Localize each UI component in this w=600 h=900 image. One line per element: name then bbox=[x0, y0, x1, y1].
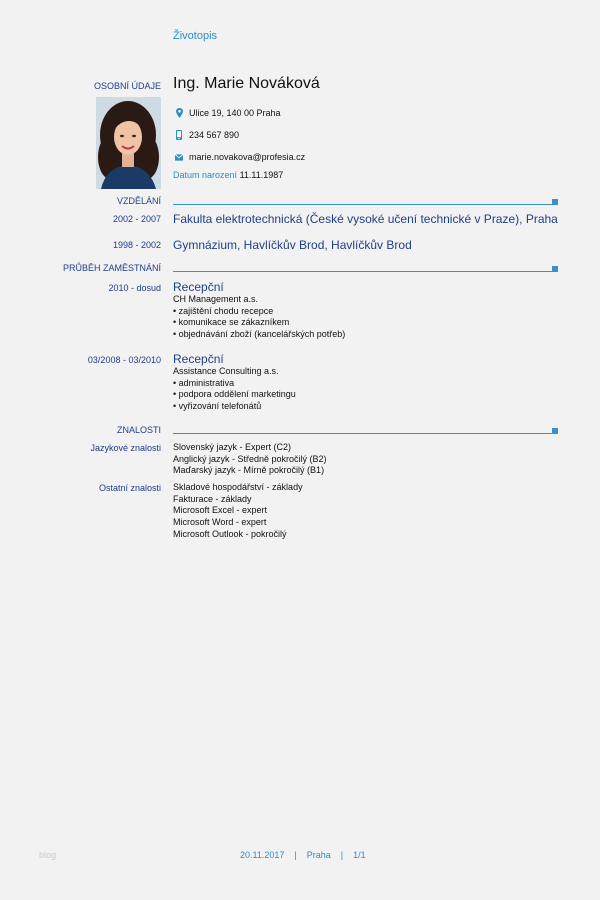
language-item: Maďarský jazyk - Mírně pokročilý (B1) bbox=[173, 465, 325, 476]
job-duty: • zajištění chodu recepce bbox=[173, 305, 274, 316]
date-of-birth bbox=[173, 170, 283, 180]
job-details bbox=[173, 294, 345, 341]
education-period: 2002 - 2007 bbox=[112, 214, 161, 224]
dob-label: Datum narození bbox=[173, 170, 238, 180]
section-divider-employment bbox=[173, 271, 553, 272]
person-name: Ing. Marie Nováková bbox=[173, 75, 320, 92]
job-period: 03/2008 - 03/2010 bbox=[87, 355, 161, 365]
location-icon bbox=[175, 108, 183, 118]
phone-text: 234 567 890 bbox=[189, 130, 240, 140]
section-marker-skills bbox=[552, 428, 558, 434]
job-details bbox=[173, 366, 296, 413]
section-divider-skills bbox=[173, 433, 553, 434]
footer-brand: blog bbox=[39, 850, 57, 860]
job-title: Recepční bbox=[173, 280, 224, 294]
job-duty: • objednávání zboží (kancelářských potřeb) bbox=[173, 329, 346, 340]
other-skills-list bbox=[173, 482, 303, 541]
contact-address bbox=[175, 108, 281, 118]
phone-icon bbox=[175, 130, 183, 140]
education-period: 1998 - 2002 bbox=[112, 240, 161, 250]
job-period: 2010 - dosud bbox=[108, 283, 161, 293]
skill-item: Microsoft Outlook - pokročilý bbox=[173, 528, 287, 539]
job-duty: • administrativa bbox=[173, 377, 235, 388]
footer-page: 1/1 bbox=[353, 850, 366, 860]
job-company: CH Management a.s. bbox=[173, 294, 259, 304]
section-label-education: VZDĚLÁNÍ bbox=[116, 196, 161, 206]
language-item: Slovenský jazyk - Expert (C2) bbox=[173, 442, 292, 452]
job-duty: • komunikace se zákazníkem bbox=[173, 317, 290, 328]
education-school: Gymnázium, Havlíčkův Brod, Havlíčkův Brod bbox=[173, 238, 412, 252]
other-skills-label: Ostatní znalosti bbox=[98, 483, 161, 493]
education-school: Fakulta elektrotechnická (České vysoké učení technické v Praze), Praha bbox=[173, 212, 558, 226]
section-divider-education bbox=[173, 204, 553, 205]
email-text[interactable]: marie.novakova@profesia.cz bbox=[189, 152, 306, 162]
job-duty: • podpora oddělení marketingu bbox=[173, 389, 296, 400]
footer-info bbox=[240, 850, 366, 860]
skill-item: Skladové hospodářství - základy bbox=[173, 482, 303, 492]
contact-email bbox=[175, 152, 305, 162]
job-title: Recepční bbox=[173, 352, 224, 366]
skill-item: Microsoft Word - expert bbox=[173, 517, 267, 528]
document-title: Životopis bbox=[173, 30, 218, 42]
dob-value: 11.11.1987 bbox=[239, 170, 284, 180]
section-marker-education bbox=[552, 199, 558, 205]
section-label-skills: ZNALOSTI bbox=[116, 425, 161, 435]
contact-phone bbox=[175, 130, 239, 140]
footer-place: Praha bbox=[306, 850, 331, 860]
language-item: Anglický jazyk - Středně pokročilý (B2) bbox=[173, 453, 327, 464]
skill-item: Fakturace - základy bbox=[173, 493, 252, 504]
section-label-personal: OSOBNÍ ÚDAJE bbox=[93, 81, 161, 91]
footer-separator: | bbox=[340, 850, 344, 860]
languages-list bbox=[173, 442, 327, 477]
address-text: Ulice 19, 140 00 Praha bbox=[189, 108, 281, 118]
languages-label: Jazykové znalosti bbox=[90, 443, 161, 453]
job-duty: • vyřizování telefonátů bbox=[173, 401, 262, 412]
footer-date: 20.11.2017 bbox=[240, 850, 285, 860]
skill-item: Microsoft Excel - expert bbox=[173, 505, 268, 516]
section-marker-employment bbox=[552, 266, 558, 272]
footer-separator: | bbox=[294, 850, 297, 860]
email-icon bbox=[175, 154, 183, 161]
job-company: Assistance Consulting a.s. bbox=[173, 366, 279, 376]
profile-photo bbox=[96, 97, 161, 189]
section-label-employment: PRŮBĚH ZAMĚSTNÁNÍ bbox=[62, 263, 161, 273]
